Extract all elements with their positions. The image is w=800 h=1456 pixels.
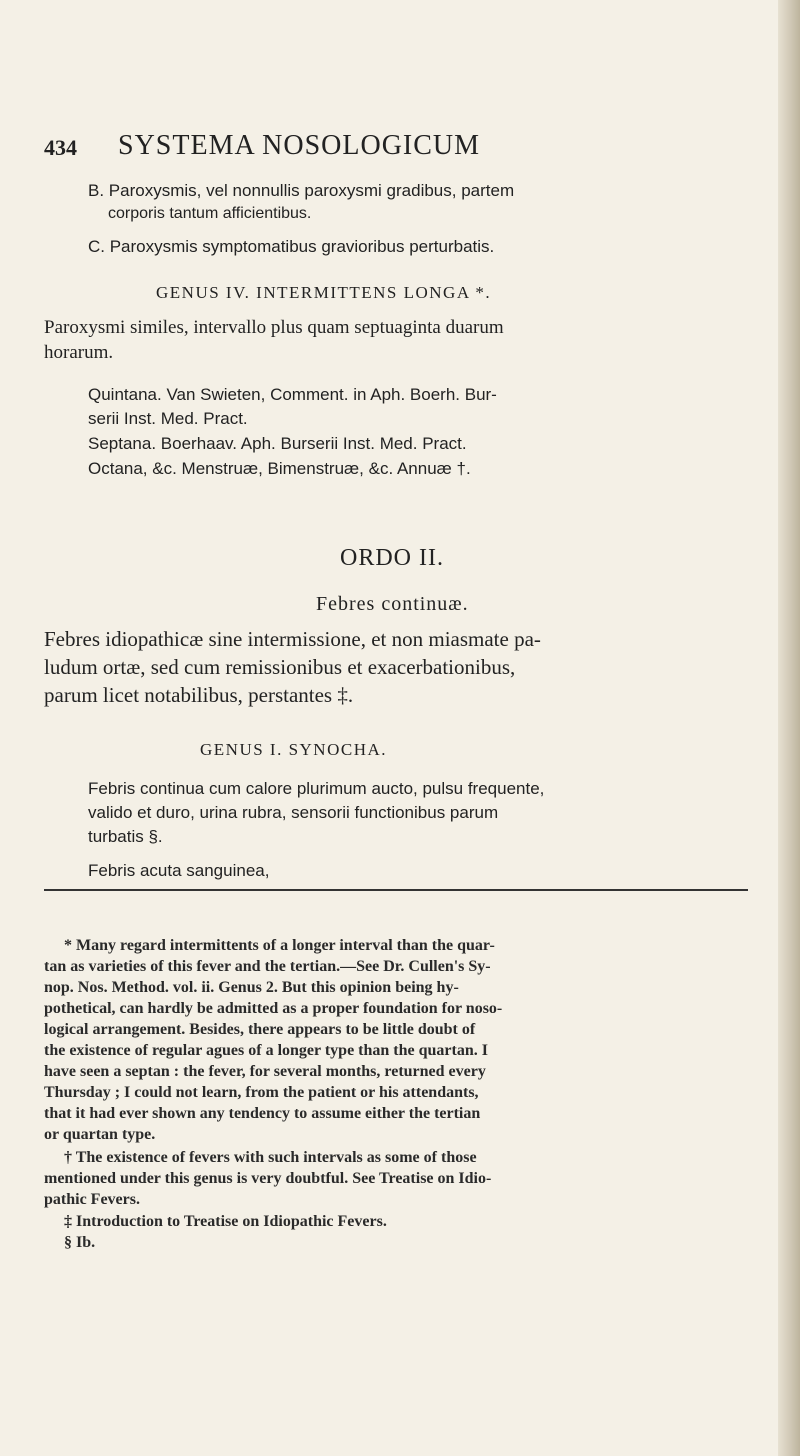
genus-iv-definition-line2: horarum.	[44, 342, 114, 363]
footnote-star-line: logical arrangement. Besides, there appears to be little doubt of	[44, 1021, 476, 1038]
item-b-line2: corporis tantum afficientibus.	[108, 205, 312, 222]
footnote-star-line: the existence of regular agues of a longer type than the quartan. I	[44, 1042, 488, 1059]
genus-i-heading: GENUS I. SYNOCHA.	[200, 740, 388, 759]
species-quintana-line1: Quintana. Van Swieten, Comment. in Aph. Boerh. Bur-	[88, 385, 497, 404]
footnote-star-line: or quartan type.	[44, 1126, 156, 1143]
footnote-star-line: that it had ever shown any tendency to assume either the tertian	[44, 1105, 481, 1122]
item-b-line1: B. Paroxysmis, vel nonnullis paroxysmi gradibus, partem	[88, 181, 515, 200]
genus-i-definition-line1: Febris continua cum calore plurimum aucto, pulsu frequente,	[88, 779, 545, 798]
page-number: 434	[44, 135, 77, 160]
species-octana: Octana, &c. Menstruæ, Bimenstruæ, &c. Annuæ †.	[88, 459, 471, 478]
footnote-star-line: Thursday ; I could not learn, from the patient or his attendants,	[44, 1084, 479, 1101]
genus-iv-definition-line1: Paroxysmi similes, intervallo plus quam septuaginta duarum	[44, 317, 504, 338]
page-edge	[778, 0, 800, 1456]
genus-i-definition-line3: turbatis §.	[88, 827, 163, 846]
footnote-dagger-line: mentioned under this genus is very doubtful. See Treatise on Idio-	[44, 1170, 492, 1187]
footnote-section: § Ib.	[64, 1234, 96, 1251]
species-quintana-line2: serii Inst. Med. Pract.	[88, 409, 248, 428]
running-head: SYSTEMA NOSOLOGICUM	[118, 130, 481, 161]
ordo-definition-line1: Febres idiopathicæ sine intermissione, et non miasmate pa-	[44, 627, 541, 651]
footnote-rule	[44, 889, 748, 891]
ordo-definition-line3: parum licet notabilibus, perstantes ‡.	[44, 683, 354, 707]
genus-iv-heading: GENUS IV. INTERMITTENS LONGA *.	[156, 283, 492, 302]
ordo-subtitle: Febres continuæ.	[316, 593, 469, 615]
footnote-double-dagger: ‡ Introduction to Treatise on Idiopathic Fevers.	[64, 1213, 387, 1230]
species-septana: Septana. Boerhaav. Aph. Burserii Inst. Med. Pract.	[88, 434, 467, 453]
footnote-dagger-line: pathic Fevers.	[44, 1191, 140, 1208]
ordo-title: ORDO II.	[340, 545, 444, 571]
footnote-star-line: pothetical, can hardly be admitted as a proper foundation for noso-	[44, 1000, 503, 1017]
item-c: C. Paroxysmis symptomatibus gravioribus perturbatis.	[88, 237, 495, 256]
ordo-definition-line2: ludum ortæ, sed cum remissionibus et exacerbationibus,	[44, 655, 516, 679]
footnote-star-line: tan as varieties of this fever and the tertian.—See Dr. Cullen's Sy-	[44, 958, 491, 975]
species-febris-acuta: Febris acuta sanguinea,	[88, 861, 270, 880]
footnote-dagger-line: † The existence of fevers with such intervals as some of those	[64, 1149, 477, 1166]
footnote-star-line: * Many regard intermittents of a longer interval than the quar-	[64, 937, 495, 954]
footnote-star-line: have seen a septan : the fever, for several months, returned every	[44, 1063, 486, 1080]
footnote-star-line: nop. Nos. Method. vol. ii. Genus 2. But this opinion being hy-	[44, 979, 459, 996]
genus-i-definition-line2: valido et duro, urina rubra, sensorii functionibus parum	[88, 803, 499, 822]
